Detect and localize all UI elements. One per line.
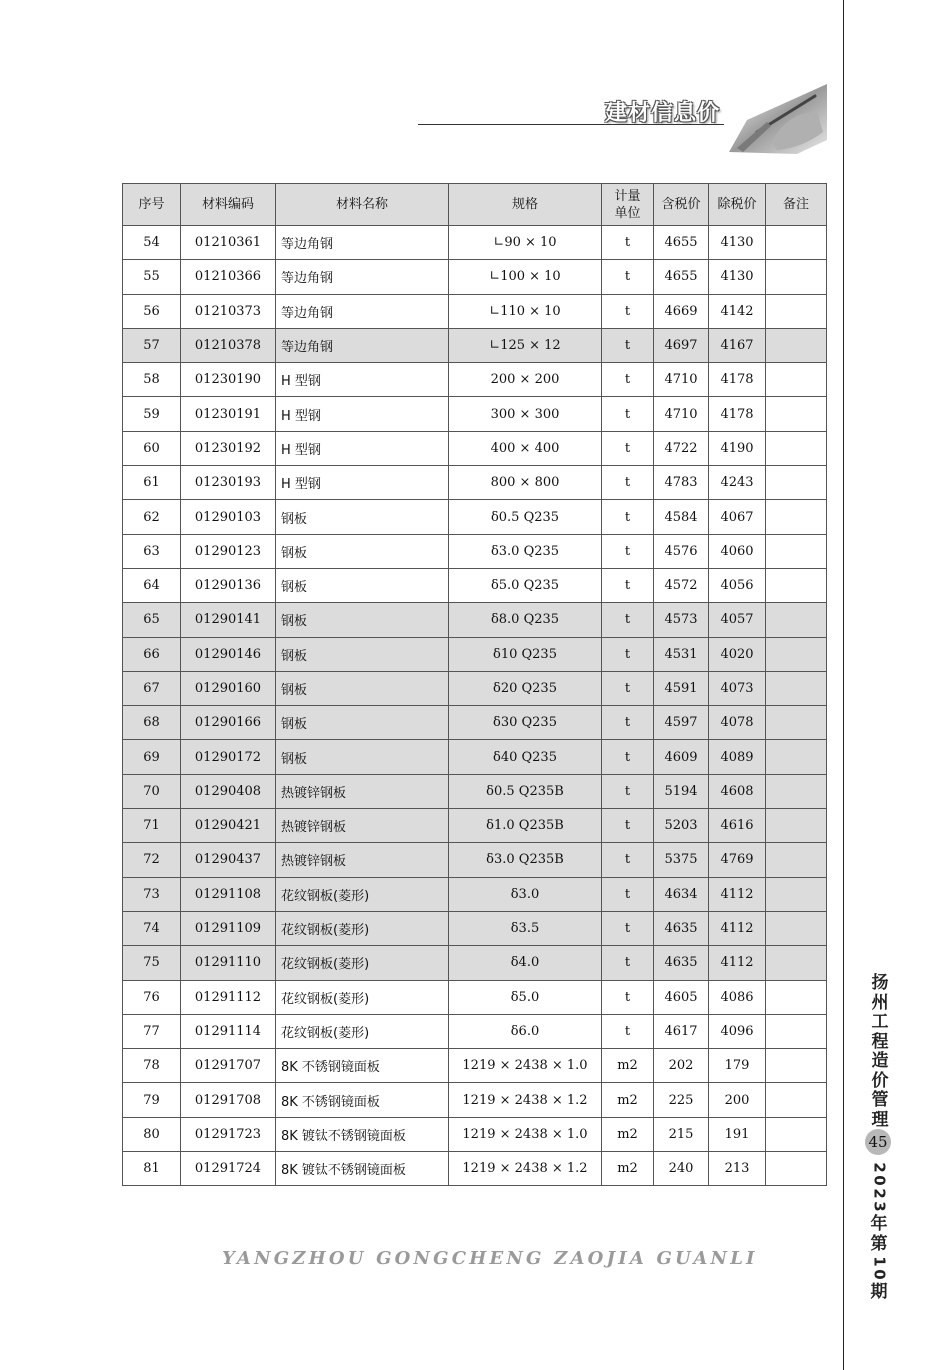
unit: t	[602, 328, 654, 362]
spec: δ0.5 Q235B	[449, 774, 602, 808]
price-incl-tax: 5194	[654, 774, 709, 808]
price-incl-tax: 4710	[654, 397, 709, 431]
remarks	[766, 809, 827, 843]
remarks	[766, 1152, 827, 1186]
table-row	[123, 534, 827, 568]
table-row	[123, 466, 827, 500]
journal-pinyin-footer: YANGZHOU GONGCHENG ZAOJIA GUANLI	[222, 1248, 758, 1269]
price-excl-tax: 4178	[709, 363, 766, 397]
price-incl-tax: 4576	[654, 534, 709, 568]
remarks	[766, 1014, 827, 1048]
price-excl-tax: 4608	[709, 774, 766, 808]
price-excl-tax: 4112	[709, 946, 766, 980]
remarks	[766, 431, 827, 465]
unit: t	[602, 1014, 654, 1048]
row-index: 60	[123, 431, 181, 465]
material-code: 01230192	[181, 431, 276, 465]
material-code: 01290408	[181, 774, 276, 808]
header-rule	[418, 124, 724, 125]
price-incl-tax: 4669	[654, 294, 709, 328]
col-header-spec: 规格	[449, 184, 602, 226]
material-name: 花纹钢板(菱形)	[276, 1014, 449, 1048]
material-name: 8K 镀钛不锈钢镜面板	[276, 1117, 449, 1151]
material-name: 花纹钢板(菱形)	[276, 980, 449, 1014]
spec: ∟100 × 10	[449, 260, 602, 294]
table-row	[123, 706, 827, 740]
row-index: 69	[123, 740, 181, 774]
spec: δ40 Q235	[449, 740, 602, 774]
price-excl-tax: 191	[709, 1117, 766, 1151]
material-code: 01290123	[181, 534, 276, 568]
row-index: 66	[123, 637, 181, 671]
material-code: 01291108	[181, 877, 276, 911]
spec: 400 × 400	[449, 431, 602, 465]
material-name: 花纹钢板(菱形)	[276, 946, 449, 980]
unit: t	[602, 706, 654, 740]
row-index: 70	[123, 774, 181, 808]
material-name: H 型钢	[276, 397, 449, 431]
price-excl-tax: 179	[709, 1049, 766, 1083]
material-code: 01291109	[181, 911, 276, 945]
pen-hand-photo	[727, 82, 829, 154]
table-row	[123, 363, 827, 397]
table-row	[123, 1049, 827, 1083]
unit: t	[602, 431, 654, 465]
spec: δ5.0 Q235	[449, 568, 602, 602]
magazine-name-char: 理	[871, 1109, 889, 1130]
spec: 1219 × 2438 × 1.0	[449, 1117, 602, 1151]
magazine-name-char: 州	[871, 992, 889, 1013]
price-excl-tax: 4243	[709, 466, 766, 500]
spec: 200 × 200	[449, 363, 602, 397]
material-name: 热镀锌钢板	[276, 809, 449, 843]
issue-char: 第	[870, 1234, 888, 1254]
material-name: 等边角钢	[276, 260, 449, 294]
issue-char: 0	[870, 1175, 889, 1186]
row-index: 62	[123, 500, 181, 534]
price-incl-tax: 4783	[654, 466, 709, 500]
material-code: 01290103	[181, 500, 276, 534]
material-code: 01291110	[181, 946, 276, 980]
unit: t	[602, 466, 654, 500]
row-index: 64	[123, 568, 181, 602]
price-excl-tax: 4078	[709, 706, 766, 740]
spec: δ4.0	[449, 946, 602, 980]
table-row	[123, 1117, 827, 1151]
remarks	[766, 843, 827, 877]
table-row	[123, 911, 827, 945]
material-code: 01290160	[181, 671, 276, 705]
material-code: 01210361	[181, 226, 276, 260]
col-header-index: 序号	[123, 184, 181, 226]
remarks	[766, 294, 827, 328]
price-incl-tax: 4635	[654, 946, 709, 980]
material-name: 钢板	[276, 740, 449, 774]
remarks	[766, 568, 827, 602]
unit: t	[602, 363, 654, 397]
price-incl-tax: 4572	[654, 568, 709, 602]
table-row	[123, 637, 827, 671]
material-name: 钢板	[276, 500, 449, 534]
price-excl-tax: 4020	[709, 637, 766, 671]
price-excl-tax: 4060	[709, 534, 766, 568]
unit: t	[602, 809, 654, 843]
unit: t	[602, 843, 654, 877]
material-code: 01210378	[181, 328, 276, 362]
spec: δ8.0 Q235	[449, 603, 602, 637]
remarks	[766, 740, 827, 774]
price-incl-tax: 5203	[654, 809, 709, 843]
spec: δ3.5	[449, 911, 602, 945]
material-name: 等边角钢	[276, 328, 449, 362]
material-code: 01291112	[181, 980, 276, 1014]
remarks	[766, 397, 827, 431]
price-incl-tax: 4605	[654, 980, 709, 1014]
row-index: 61	[123, 466, 181, 500]
row-index: 80	[123, 1117, 181, 1151]
spec: 800 × 800	[449, 466, 602, 500]
material-code: 01291724	[181, 1152, 276, 1186]
row-index: 63	[123, 534, 181, 568]
magazine-name-vertical	[868, 974, 892, 1130]
magazine-name-char: 工	[871, 1012, 889, 1032]
spec: δ5.0	[449, 980, 602, 1014]
price-incl-tax: 202	[654, 1049, 709, 1083]
table-row	[123, 1152, 827, 1186]
price-excl-tax: 4112	[709, 877, 766, 911]
material-name: H 型钢	[276, 363, 449, 397]
page-edge-rule	[843, 0, 844, 1370]
unit: t	[602, 500, 654, 534]
unit: t	[602, 294, 654, 328]
spec: δ3.0	[449, 877, 602, 911]
unit: t	[602, 534, 654, 568]
unit: m2	[602, 1049, 654, 1083]
spec: 300 × 300	[449, 397, 602, 431]
unit: t	[602, 671, 654, 705]
table-row	[123, 328, 827, 362]
material-code: 01290421	[181, 809, 276, 843]
table-row	[123, 260, 827, 294]
remarks	[766, 946, 827, 980]
col-header-price-incl-tax: 含税价	[654, 184, 709, 226]
col-header-code: 材料编码	[181, 184, 276, 226]
material-code: 01290166	[181, 706, 276, 740]
issue-char: 年	[870, 1214, 888, 1234]
material-name: 热镀锌钢板	[276, 843, 449, 877]
row-index: 79	[123, 1083, 181, 1117]
row-index: 54	[123, 226, 181, 260]
unit: t	[602, 946, 654, 980]
spec: δ3.0 Q235B	[449, 843, 602, 877]
remarks	[766, 877, 827, 911]
row-index: 65	[123, 603, 181, 637]
material-code: 01290146	[181, 637, 276, 671]
material-name: 花纹钢板(菱形)	[276, 911, 449, 945]
magazine-name-char: 程	[871, 1031, 889, 1052]
material-name: 花纹钢板(菱形)	[276, 877, 449, 911]
price-table	[122, 183, 827, 1186]
material-name: 钢板	[276, 671, 449, 705]
material-code: 01230190	[181, 363, 276, 397]
price-excl-tax: 4086	[709, 980, 766, 1014]
table-row	[123, 568, 827, 602]
row-index: 75	[123, 946, 181, 980]
remarks	[766, 466, 827, 500]
spec: δ30 Q235	[449, 706, 602, 740]
row-index: 74	[123, 911, 181, 945]
row-index: 57	[123, 328, 181, 362]
unit: t	[602, 397, 654, 431]
price-incl-tax: 4634	[654, 877, 709, 911]
row-index: 68	[123, 706, 181, 740]
issue-char: 2	[870, 1162, 889, 1173]
remarks	[766, 226, 827, 260]
material-name: 热镀锌钢板	[276, 774, 449, 808]
remarks	[766, 534, 827, 568]
price-incl-tax: 4591	[654, 671, 709, 705]
price-incl-tax: 4655	[654, 226, 709, 260]
price-excl-tax: 4178	[709, 397, 766, 431]
row-index: 78	[123, 1049, 181, 1083]
row-index: 71	[123, 809, 181, 843]
remarks	[766, 260, 827, 294]
table-row	[123, 843, 827, 877]
price-excl-tax: 4056	[709, 568, 766, 602]
price-excl-tax: 4130	[709, 260, 766, 294]
material-code: 01230191	[181, 397, 276, 431]
material-code: 01290172	[181, 740, 276, 774]
page-number: 45	[865, 1129, 891, 1155]
spec: δ3.0 Q235	[449, 534, 602, 568]
issue-char: 1	[870, 1256, 889, 1267]
price-incl-tax: 215	[654, 1117, 709, 1151]
price-excl-tax: 4057	[709, 603, 766, 637]
price-incl-tax: 4584	[654, 500, 709, 534]
unit: t	[602, 980, 654, 1014]
unit: t	[602, 637, 654, 671]
row-index: 76	[123, 980, 181, 1014]
price-excl-tax: 4167	[709, 328, 766, 362]
remarks	[766, 637, 827, 671]
price-incl-tax: 4609	[654, 740, 709, 774]
price-excl-tax: 4112	[709, 911, 766, 945]
material-name: 等边角钢	[276, 294, 449, 328]
spec: δ1.0 Q235B	[449, 809, 602, 843]
price-incl-tax: 4722	[654, 431, 709, 465]
table-row	[123, 809, 827, 843]
unit: t	[602, 911, 654, 945]
material-name: 钢板	[276, 637, 449, 671]
table-row	[123, 603, 827, 637]
table-row	[123, 671, 827, 705]
remarks	[766, 603, 827, 637]
spec: δ0.5 Q235	[449, 500, 602, 534]
price-incl-tax: 4573	[654, 603, 709, 637]
col-header-remarks: 备注	[766, 184, 827, 226]
material-code: 01291707	[181, 1049, 276, 1083]
material-name: 8K 不锈钢镜面板	[276, 1083, 449, 1117]
issue-char: 3	[870, 1201, 889, 1212]
unit: t	[602, 568, 654, 602]
table-row	[123, 500, 827, 534]
price-excl-tax: 4073	[709, 671, 766, 705]
unit: t	[602, 226, 654, 260]
price-incl-tax: 5375	[654, 843, 709, 877]
table-row	[123, 1014, 827, 1048]
remarks	[766, 911, 827, 945]
material-name: 钢板	[276, 568, 449, 602]
price-excl-tax: 4096	[709, 1014, 766, 1048]
remarks	[766, 1049, 827, 1083]
row-index: 72	[123, 843, 181, 877]
material-name: H 型钢	[276, 431, 449, 465]
issue-label-vertical	[866, 1160, 892, 1302]
magazine-name-char: 扬	[871, 973, 889, 993]
price-incl-tax: 4617	[654, 1014, 709, 1048]
material-name: 钢板	[276, 706, 449, 740]
unit: t	[602, 877, 654, 911]
section-title: 建材信息价	[605, 101, 721, 126]
material-name: 8K 不锈钢镜面板	[276, 1049, 449, 1083]
unit: t	[602, 603, 654, 637]
spec: 1219 × 2438 × 1.0	[449, 1049, 602, 1083]
remarks	[766, 774, 827, 808]
table-row	[123, 980, 827, 1014]
table-row	[123, 431, 827, 465]
unit: m2	[602, 1152, 654, 1186]
material-code: 01210373	[181, 294, 276, 328]
material-code: 01230193	[181, 466, 276, 500]
row-index: 58	[123, 363, 181, 397]
material-code: 01291114	[181, 1014, 276, 1048]
material-name: 钢板	[276, 534, 449, 568]
row-index: 59	[123, 397, 181, 431]
spec: 1219 × 2438 × 1.2	[449, 1083, 602, 1117]
table-row	[123, 226, 827, 260]
issue-char: 期	[870, 1282, 888, 1302]
price-excl-tax: 200	[709, 1083, 766, 1117]
row-index: 81	[123, 1152, 181, 1186]
spec: δ6.0	[449, 1014, 602, 1048]
unit: t	[602, 740, 654, 774]
price-incl-tax: 4531	[654, 637, 709, 671]
material-code: 01291723	[181, 1117, 276, 1151]
table-row	[123, 397, 827, 431]
spec: δ10 Q235	[449, 637, 602, 671]
col-header-unit: 计量 单位	[602, 184, 654, 226]
price-excl-tax: 4190	[709, 431, 766, 465]
material-code: 01210366	[181, 260, 276, 294]
row-index: 73	[123, 877, 181, 911]
col-header-price-excl-tax: 除税价	[709, 184, 766, 226]
price-incl-tax: 4635	[654, 911, 709, 945]
table-row	[123, 774, 827, 808]
material-name: 8K 镀钛不锈钢镜面板	[276, 1152, 449, 1186]
magazine-name-char: 造	[871, 1051, 889, 1071]
issue-char: 0	[870, 1269, 889, 1280]
magazine-name-char: 管	[871, 1090, 889, 1110]
row-index: 67	[123, 671, 181, 705]
price-incl-tax: 4710	[654, 363, 709, 397]
price-excl-tax: 4616	[709, 809, 766, 843]
spec: δ20 Q235	[449, 671, 602, 705]
unit: t	[602, 774, 654, 808]
unit: m2	[602, 1083, 654, 1117]
remarks	[766, 671, 827, 705]
spec: ∟90 × 10	[449, 226, 602, 260]
table-header-row	[123, 184, 827, 226]
price-incl-tax: 225	[654, 1083, 709, 1117]
remarks	[766, 328, 827, 362]
table-row	[123, 294, 827, 328]
price-excl-tax: 4089	[709, 740, 766, 774]
row-index: 56	[123, 294, 181, 328]
remarks	[766, 1117, 827, 1151]
material-name: 钢板	[276, 603, 449, 637]
spec: ∟125 × 12	[449, 328, 602, 362]
table-row	[123, 877, 827, 911]
material-code: 01291708	[181, 1083, 276, 1117]
remarks	[766, 1083, 827, 1117]
spec: ∟110 × 10	[449, 294, 602, 328]
price-excl-tax: 4067	[709, 500, 766, 534]
unit: m2	[602, 1117, 654, 1151]
material-name: 等边角钢	[276, 226, 449, 260]
price-incl-tax: 4597	[654, 706, 709, 740]
table-row	[123, 740, 827, 774]
unit: t	[602, 260, 654, 294]
remarks	[766, 706, 827, 740]
col-header-name: 材料名称	[276, 184, 449, 226]
magazine-name-char: 价	[871, 1070, 889, 1091]
price-excl-tax: 4142	[709, 294, 766, 328]
remarks	[766, 363, 827, 397]
material-code: 01290437	[181, 843, 276, 877]
table-row	[123, 946, 827, 980]
remarks	[766, 980, 827, 1014]
remarks	[766, 500, 827, 534]
material-code: 01290136	[181, 568, 276, 602]
issue-char: 2	[870, 1188, 889, 1199]
price-excl-tax: 4130	[709, 226, 766, 260]
price-incl-tax: 240	[654, 1152, 709, 1186]
price-excl-tax: 4769	[709, 843, 766, 877]
table-row	[123, 1083, 827, 1117]
row-index: 55	[123, 260, 181, 294]
price-incl-tax: 4655	[654, 260, 709, 294]
material-code: 01290141	[181, 603, 276, 637]
material-name: H 型钢	[276, 466, 449, 500]
row-index: 77	[123, 1014, 181, 1048]
price-incl-tax: 4697	[654, 328, 709, 362]
spec: 1219 × 2438 × 1.2	[449, 1152, 602, 1186]
price-excl-tax: 213	[709, 1152, 766, 1186]
